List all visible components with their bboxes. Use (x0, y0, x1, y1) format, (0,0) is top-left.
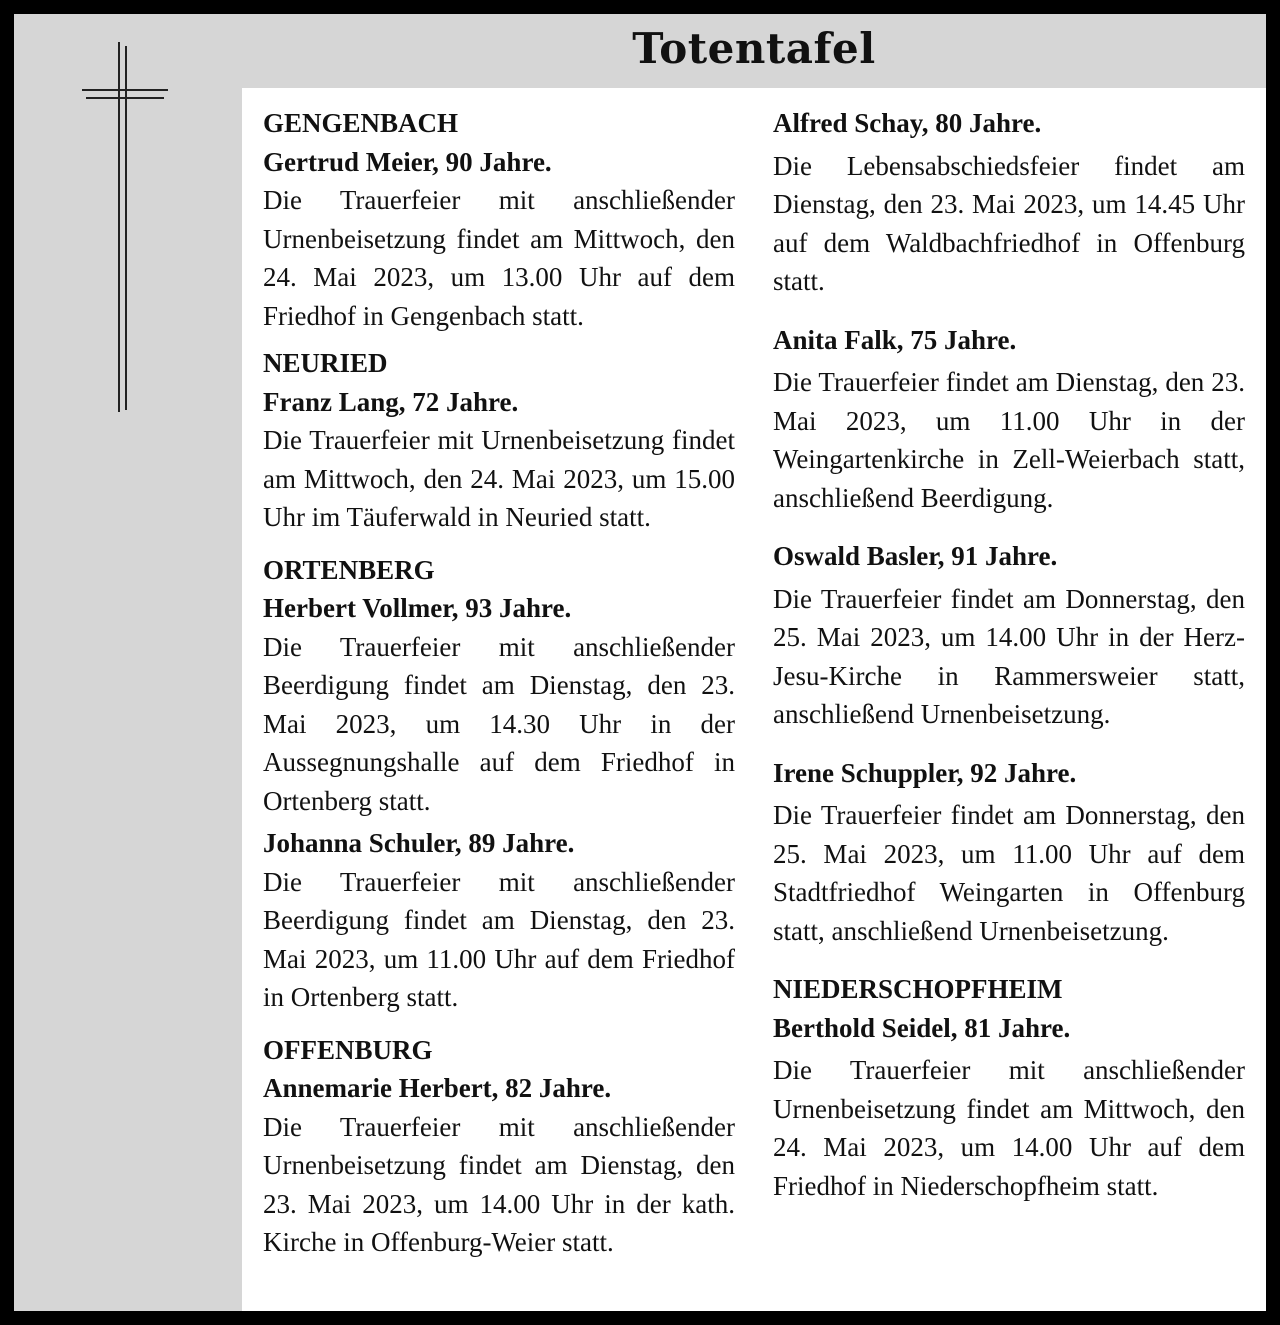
left-column (263, 104, 735, 1262)
right-column (773, 104, 1245, 1205)
ceremony-text: Die Trauerfeier mit anschließender Beerdigung findet am Dienstag, den 23. Mai 2023, um 11.00 Uhr auf dem Friedhof in Ortenberg statt. (263, 866, 735, 1012)
ceremony-text: Die Trauerfeier mit Urnenbeisetzung findet am Mittwoch, den 24. Mai 2023, um 15.00 Uhr im Täuferwald in Neuried statt. (263, 425, 735, 532)
ceremony-text: Die Trauerfeier mit anschließender Urnenbeisetzung findet am Mittwoch, den 24. Mai 2023, um 13.00 Uhr auf dem Friedhof in Gengenbach statt. (263, 185, 735, 331)
deceased-name: Irene Schuppler, 92 Jahre. (773, 757, 1077, 788)
obituary-board (14, 14, 1266, 1311)
town-heading: OFFENBURG (263, 1034, 433, 1065)
deceased-name: Oswald Basler, 91 Jahre. (773, 541, 1058, 571)
ceremony-text: Die Trauerfeier findet am Donnerstag, den 25. Mai 2023, um 11.00 Uhr auf dem Stadtfriedhof Weingarten in Offenburg statt, anschließend Urnenbeisetzung. (773, 800, 1245, 946)
deceased-name: Berthold Seidel, 81 Jahre. (773, 1012, 1071, 1043)
town-heading: NEURIED (263, 348, 388, 378)
ceremony-text: Die Trauerfeier mit anschließender Urnenbeisetzung findet am Dienstag, den 23. Mai 2023, um 14.00 Uhr in der kath. Kirche in Offenburg-Weier statt. (263, 1111, 735, 1257)
deceased-name: Alfred Schay, 80 Jahre. (773, 108, 1042, 138)
deceased-name: Herbert Vollmer, 93 Jahre. (263, 593, 572, 623)
ceremony-text: Die Trauerfeier findet am Dienstag, den 23. Mai 2023, um 11.00 Uhr in der Weingartenkirche in Zell-Weierbach statt, anschließend Beerdigung. (773, 367, 1245, 513)
ceremony-text: Die Trauerfeier findet am Donnerstag, den 25. Mai 2023, um 14.00 Uhr in der Herz-Jesu-Kirche in Rammersweier statt, anschließend Urnenbeisetzung. (773, 583, 1245, 729)
deceased-name: Franz Lang, 72 Jahre. (263, 386, 519, 417)
cross-icon (78, 42, 170, 414)
deceased-name: Gertrud Meier, 90 Jahre. (263, 146, 552, 177)
ceremony-text: Die Trauerfeier mit anschließender Beerdigung findet am Dienstag, den 23. Mai 2023, um 14.30 Uhr in der Aussegnungshalle auf dem Friedhof in Ortenberg statt. (263, 631, 735, 816)
deceased-name: Anita Falk, 75 Jahre. (773, 324, 1017, 355)
obituary-panel (242, 88, 1266, 1311)
town-heading: ORTENBERG (263, 554, 435, 585)
deceased-name: Annemarie Herbert, 82 Jahre. (263, 1073, 612, 1103)
page-title: Totentafel (632, 24, 876, 73)
town-heading: GENGENBACH (263, 108, 459, 138)
deceased-name: Johanna Schuler, 89 Jahre. (263, 828, 575, 858)
town-heading: NIEDERSCHOPFHEIM (773, 974, 1063, 1004)
ceremony-text: Die Lebensabschiedsfeier findet am Dienstag, den 23. Mai 2023, um 14.45 Uhr auf dem Waldbachfriedhof in Offenburg statt. (773, 150, 1245, 296)
ceremony-text: Die Trauerfeier mit anschließender Urnenbeisetzung findet am Mittwoch, den 24. Mai 2023, um 14.00 Uhr auf dem Friedhof in Niederschopfheim statt. (773, 1055, 1245, 1201)
